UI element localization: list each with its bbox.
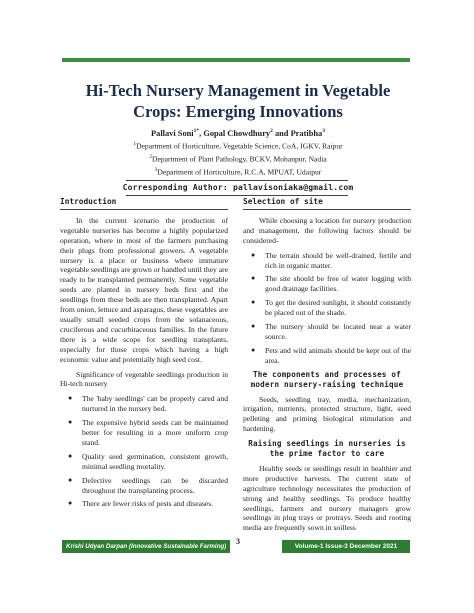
author-sup: 2: [270, 128, 273, 134]
significance-list: [60, 394, 228, 509]
author-name: Gopal Chowdhury: [203, 128, 271, 138]
author-sep: ,: [199, 128, 204, 138]
significance-paragraph: Significance of vegetable seedlings production in Hi-tech nursery: [60, 369, 228, 389]
affil-sup: 3: [154, 167, 158, 173]
corresponding-author: Corresponding Author: pallavisoniaka@gmail.com: [122, 183, 354, 192]
list-item: ● The terrain should be well-drained, fertile and rich in organic matter.: [265, 251, 411, 271]
list-item: ● Pets and wild animals should be kept out of the area.: [265, 346, 411, 366]
list-item: ● There are fewer risks of pests and diseases.: [82, 499, 228, 509]
components-paragraph: Seeds, seedling tray, media, mechanization, irrigation, nutrients, protected structure, light, seed pelleting and priming biological stimulation and hardening.: [243, 394, 411, 434]
raising-paragraph: Healthy seeds or seedlings result in healthier and more productive harvests. The current state of agriculture technology necessitates the production of strong and healthy seedlings. To produce healthy seedlings, farmers and nursery managers grow seedlings in plug trays or protrays. Seeds and rooting media are frequently sown in soilless: [243, 463, 411, 533]
section-heading-introduction: Introduction: [60, 197, 228, 210]
list-item: ● The site should be free of water logging with good drainage facilities.: [265, 274, 411, 294]
affiliation-2: [62, 154, 414, 164]
site-paragraph: While choosing a location for nursery production and management, the following factors should be considered-: [243, 215, 411, 245]
affiliation-3: [62, 167, 414, 177]
affil-text: Department of Plant Pathology, BCKV, Mohanpur, Nadia: [151, 154, 327, 164]
page-footer: [62, 537, 410, 553]
author-name: Pallavi Soni: [151, 128, 194, 138]
divider: [126, 195, 348, 196]
left-column: [60, 197, 228, 513]
author-sup: 1*: [193, 128, 200, 134]
affil-text: Department of Horticulture, R.C.A, MPUAT, Udaipur: [157, 167, 322, 177]
affiliation-1: [62, 141, 414, 151]
list-item: ● Defective seedlings can be discarded throughout the transplanting process.: [82, 476, 228, 496]
affil-sup: 2: [149, 154, 152, 160]
site-factors-list: [243, 251, 411, 366]
subheading-raising-seedlings: Raising seedlings in nurseries is the prime factor to care: [248, 439, 406, 459]
intro-paragraph: In the current scenario the production of vegetable nurseries has become a highly popularized operation, where in most of the farmers purchasing their plugs from professional growers. A vegetable nursery is a place or business where immature vegetable seedlings are grown or handled until they are ready to be transplanted permanently. Some vegetable seeds are planted in nursery beds first and the seedlings from these beds are then transplanted. Apart from onion, lettuce and asparagus, these vegetables are usually small seeded crops from the solanaceous, cruciferous and cucurbitaceous families. In the future there is a wide scope for seedling transplants, especially for those crops which having a high economic value and potentially high seed cost.: [60, 215, 228, 364]
right-column: [243, 197, 411, 538]
author-line: [62, 128, 414, 138]
page-number: 3: [236, 537, 240, 546]
issue-info: Volume-1 Issue-3 December 2021: [282, 540, 410, 553]
list-item: ● The nursery should be located near a water source.: [265, 322, 411, 342]
divider: [126, 180, 348, 181]
subheading-components: The components and processes of modern nursery-raising technique: [250, 369, 404, 389]
affil-sup: 1: [133, 141, 137, 147]
section-heading-site: Selection of site: [243, 197, 411, 210]
list-item: ● To get the desired sunlight, it should constantly be placed out of the shade.: [265, 298, 411, 318]
list-item: ● The 'baby seedlings' can be properly cared and nurtured in the nursery bed.: [82, 394, 228, 414]
article-title: Hi-Tech Nursery Management in Vegetable Crops: Emerging Innovations: [85, 81, 391, 121]
affil-text: Department of Horticulture, Vegetable Science, CoA, IGKV, Raipur: [136, 141, 343, 151]
header-accent-bar: [62, 58, 410, 62]
author-sup: 3: [322, 128, 325, 134]
author-sep: and: [272, 128, 291, 138]
author-name: Pratibha: [290, 128, 323, 138]
journal-name: Krishi Udyan Darpan (Innovative Sustainable Farming): [62, 540, 230, 553]
list-item: ● The expensive hybrid seeds can be maintained better for resulting in a more uniform crop stand.: [82, 418, 228, 448]
list-item: ● Quality seed germination, consistent growth, minimal seedling mortality.: [82, 452, 228, 472]
